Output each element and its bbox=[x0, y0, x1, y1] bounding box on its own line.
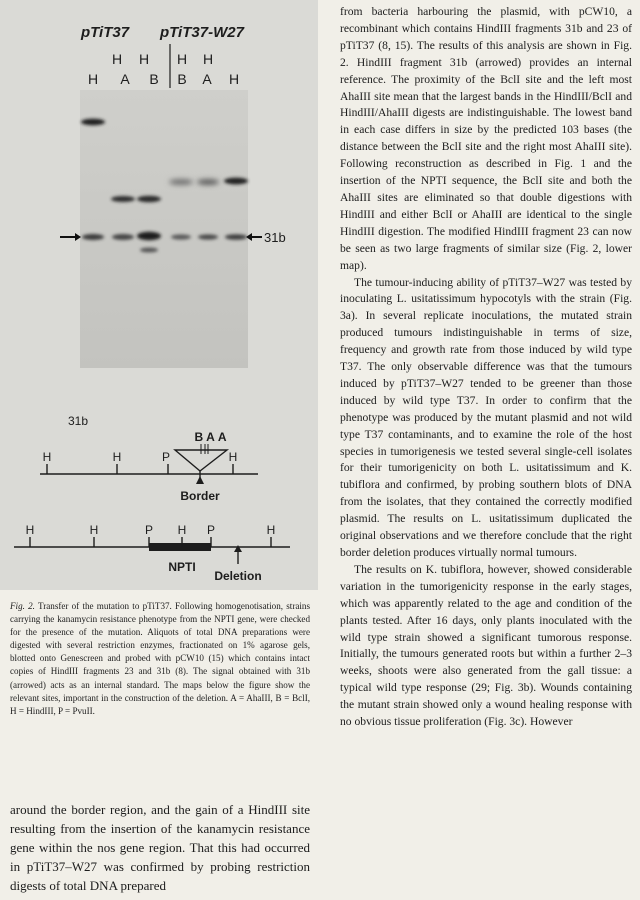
upper-site-h3: H bbox=[228, 450, 238, 464]
band-lane3-upper bbox=[137, 196, 161, 202]
restriction-maps bbox=[0, 392, 318, 590]
band-lane5-31b bbox=[198, 234, 218, 239]
caption-text: Transfer of the mutation to pTiT37. Following homogenotisation, strains carrying the kanamycin resistance phenotype from the NPTI gene, were checked for the presence of the mutation. Aliquots of total DNA preparations were digested with several restriction enzymes, fractionated on 1% agarose gels, blotted onto Genescreen and probed with pCW10 (15) which contains intact copies of HindIII fragments 23 and 31b (8). The signal obtained with 31b (arrowed) acts as an internal standard. The maps below the figure show the relevant sites, important in the construction of the deletion. A = AhaIII, B = BclI, H = HindIII, P = PvuII. bbox=[10, 601, 310, 716]
gel-background bbox=[80, 90, 248, 368]
band-lane6-top bbox=[224, 178, 248, 185]
band-lane3-31b bbox=[137, 232, 161, 240]
lane-4-top-label: H bbox=[176, 51, 188, 67]
band-lane1-top bbox=[81, 119, 105, 125]
band-lane2-31b bbox=[112, 234, 134, 240]
upper-map bbox=[40, 414, 258, 503]
left-arrow-icon bbox=[60, 233, 81, 241]
left-column-body: around the border region, and the gain of a HindIII site resulting from the insertion of the kanamycin resistance gene within the nos gene region. That this had occurred in pTiT37–W27 was confirmed by probing restriction digests of total DNA prepared bbox=[10, 802, 310, 893]
band-lane4-top bbox=[169, 179, 193, 185]
npti-label: NPTI bbox=[168, 560, 196, 574]
lane-5-top-label: H bbox=[202, 51, 214, 67]
lower-site-p1: P bbox=[144, 523, 154, 537]
header-ptit37: pTiT37 bbox=[81, 24, 130, 41]
npti-gene-block bbox=[149, 543, 211, 551]
band-lane3-lower bbox=[140, 248, 158, 253]
figure-caption bbox=[10, 600, 310, 718]
band-lane5-top bbox=[197, 179, 219, 185]
lower-site-h1: H bbox=[25, 523, 35, 537]
right-column bbox=[340, 4, 632, 731]
lane-3-top-label: H bbox=[138, 51, 150, 67]
right-arrow-icon bbox=[246, 233, 262, 241]
figure-2-panel bbox=[0, 0, 318, 590]
lane-4-bottom-label: B bbox=[177, 71, 187, 87]
upper-site-h1: H bbox=[42, 450, 52, 464]
band-lane6-31b bbox=[225, 234, 247, 240]
lower-site-h4: H bbox=[266, 523, 276, 537]
lane-2-top-label: H bbox=[111, 51, 123, 67]
paragraph-1: from bacteria harbouring the plasmid, with pCW10, a recombinant which contains HindIII fragments 31b and 23 of pTiT37 (8, 15). The results of this analysis are shown in Fig. 2. HindIII fragment 31b (arrowed) provides an internal reference. The proximity of the BclI site and the left most AhaIII site mean that the largest bands in the HindIII/BclI and HindIII/AhaIII digests are indistinguishable. The lowest band in each case differs in size by the predicted 103 bases (the distance between the BclI site and the right most AhaIII site). Following reconstruction as described in Fig. 1 and the insertion of the NPTI sequence, the BclI site and both the AhaIII sites are eliminated so that double digestions with HindIII and either BclI or AhaIII are identical to the single HindIII digestion. The modified HindIII fragment 23 can now be seen as two large fragments of similar size (Fig. 2, lower map). bbox=[340, 5, 632, 272]
lower-site-h2: H bbox=[89, 523, 99, 537]
border-label: Border bbox=[180, 489, 220, 503]
paragraph-3: The results on K. tubiflora, however, showed considerable variation in the tumorigenicity response in the early stages, which was apparently related to the age and condition of the plants tested. After 16 days, only plants inoculated with the wild type strain showed a significant tumorous response. Initially, the tumours generated roots but within a further 2–3 weeks, shoots were also generated from the gall tissue: a typical wild type response (29; Fig. 3b). Wounds containing the mutant strain showed only a wound healing response with no obvious tissue proliferation (Fig. 3c). However bbox=[340, 562, 632, 729]
caption-label: Fig. 2. bbox=[10, 601, 35, 611]
lane-5-bottom-label: A bbox=[202, 71, 212, 87]
upper-fragment-label: 31b bbox=[68, 414, 89, 428]
band-lane1-31b bbox=[82, 234, 104, 240]
upper-site-p: P bbox=[161, 450, 171, 464]
band-lane4-31b bbox=[171, 234, 191, 239]
lane-6-bottom-label: H bbox=[228, 71, 240, 87]
deletion-label: Deletion bbox=[214, 569, 262, 583]
header-ptit37-w27: pTiT37-W27 bbox=[160, 24, 244, 41]
lower-map bbox=[14, 523, 290, 583]
band-lane2-upper bbox=[111, 196, 135, 202]
southern-blot-image bbox=[0, 0, 318, 392]
upper-site-h2: H bbox=[112, 450, 122, 464]
lower-site-h3: H bbox=[177, 523, 187, 537]
upper-cluster-label: BAA bbox=[194, 430, 230, 444]
paragraph-2: The tumour-inducing ability of pTiT37–W27 was tested by inoculating L. usitatissimum hypocotyls with the strain (Fig. 3a). In several replicate inoculations, the mutated strain produced tumours indistinguishable in terms of size, frequency and growth rate from those induced by wild type T37. The only observable difference was that the tumours induced by pTiT37–W27 tended to be greener than those induced by wild type T37. In order to confirm that the phenotype was produced by the mutant plasmid and not wild type T37 contaminants, and to examine the role of the host species in tumorigenesis we tested several single-cell isolates for their tumorigenicity on both L. usitatissimum and K. tubiflora and confirmed, by probing southern blots of DNA from the isolates, that they contained the correctly modified plasmid. The results on L. usitatissimum duplicated the original observations and we therefore conclude that the right border deletion produces virtually normal tumours. bbox=[340, 275, 632, 559]
lane-3-bottom-label: B bbox=[149, 71, 159, 87]
lower-site-p2: P bbox=[206, 523, 216, 537]
lane-1-bottom-label: H bbox=[87, 71, 99, 87]
band-marker-label: 31b bbox=[264, 230, 286, 245]
lane-2-bottom-label: A bbox=[120, 71, 130, 87]
